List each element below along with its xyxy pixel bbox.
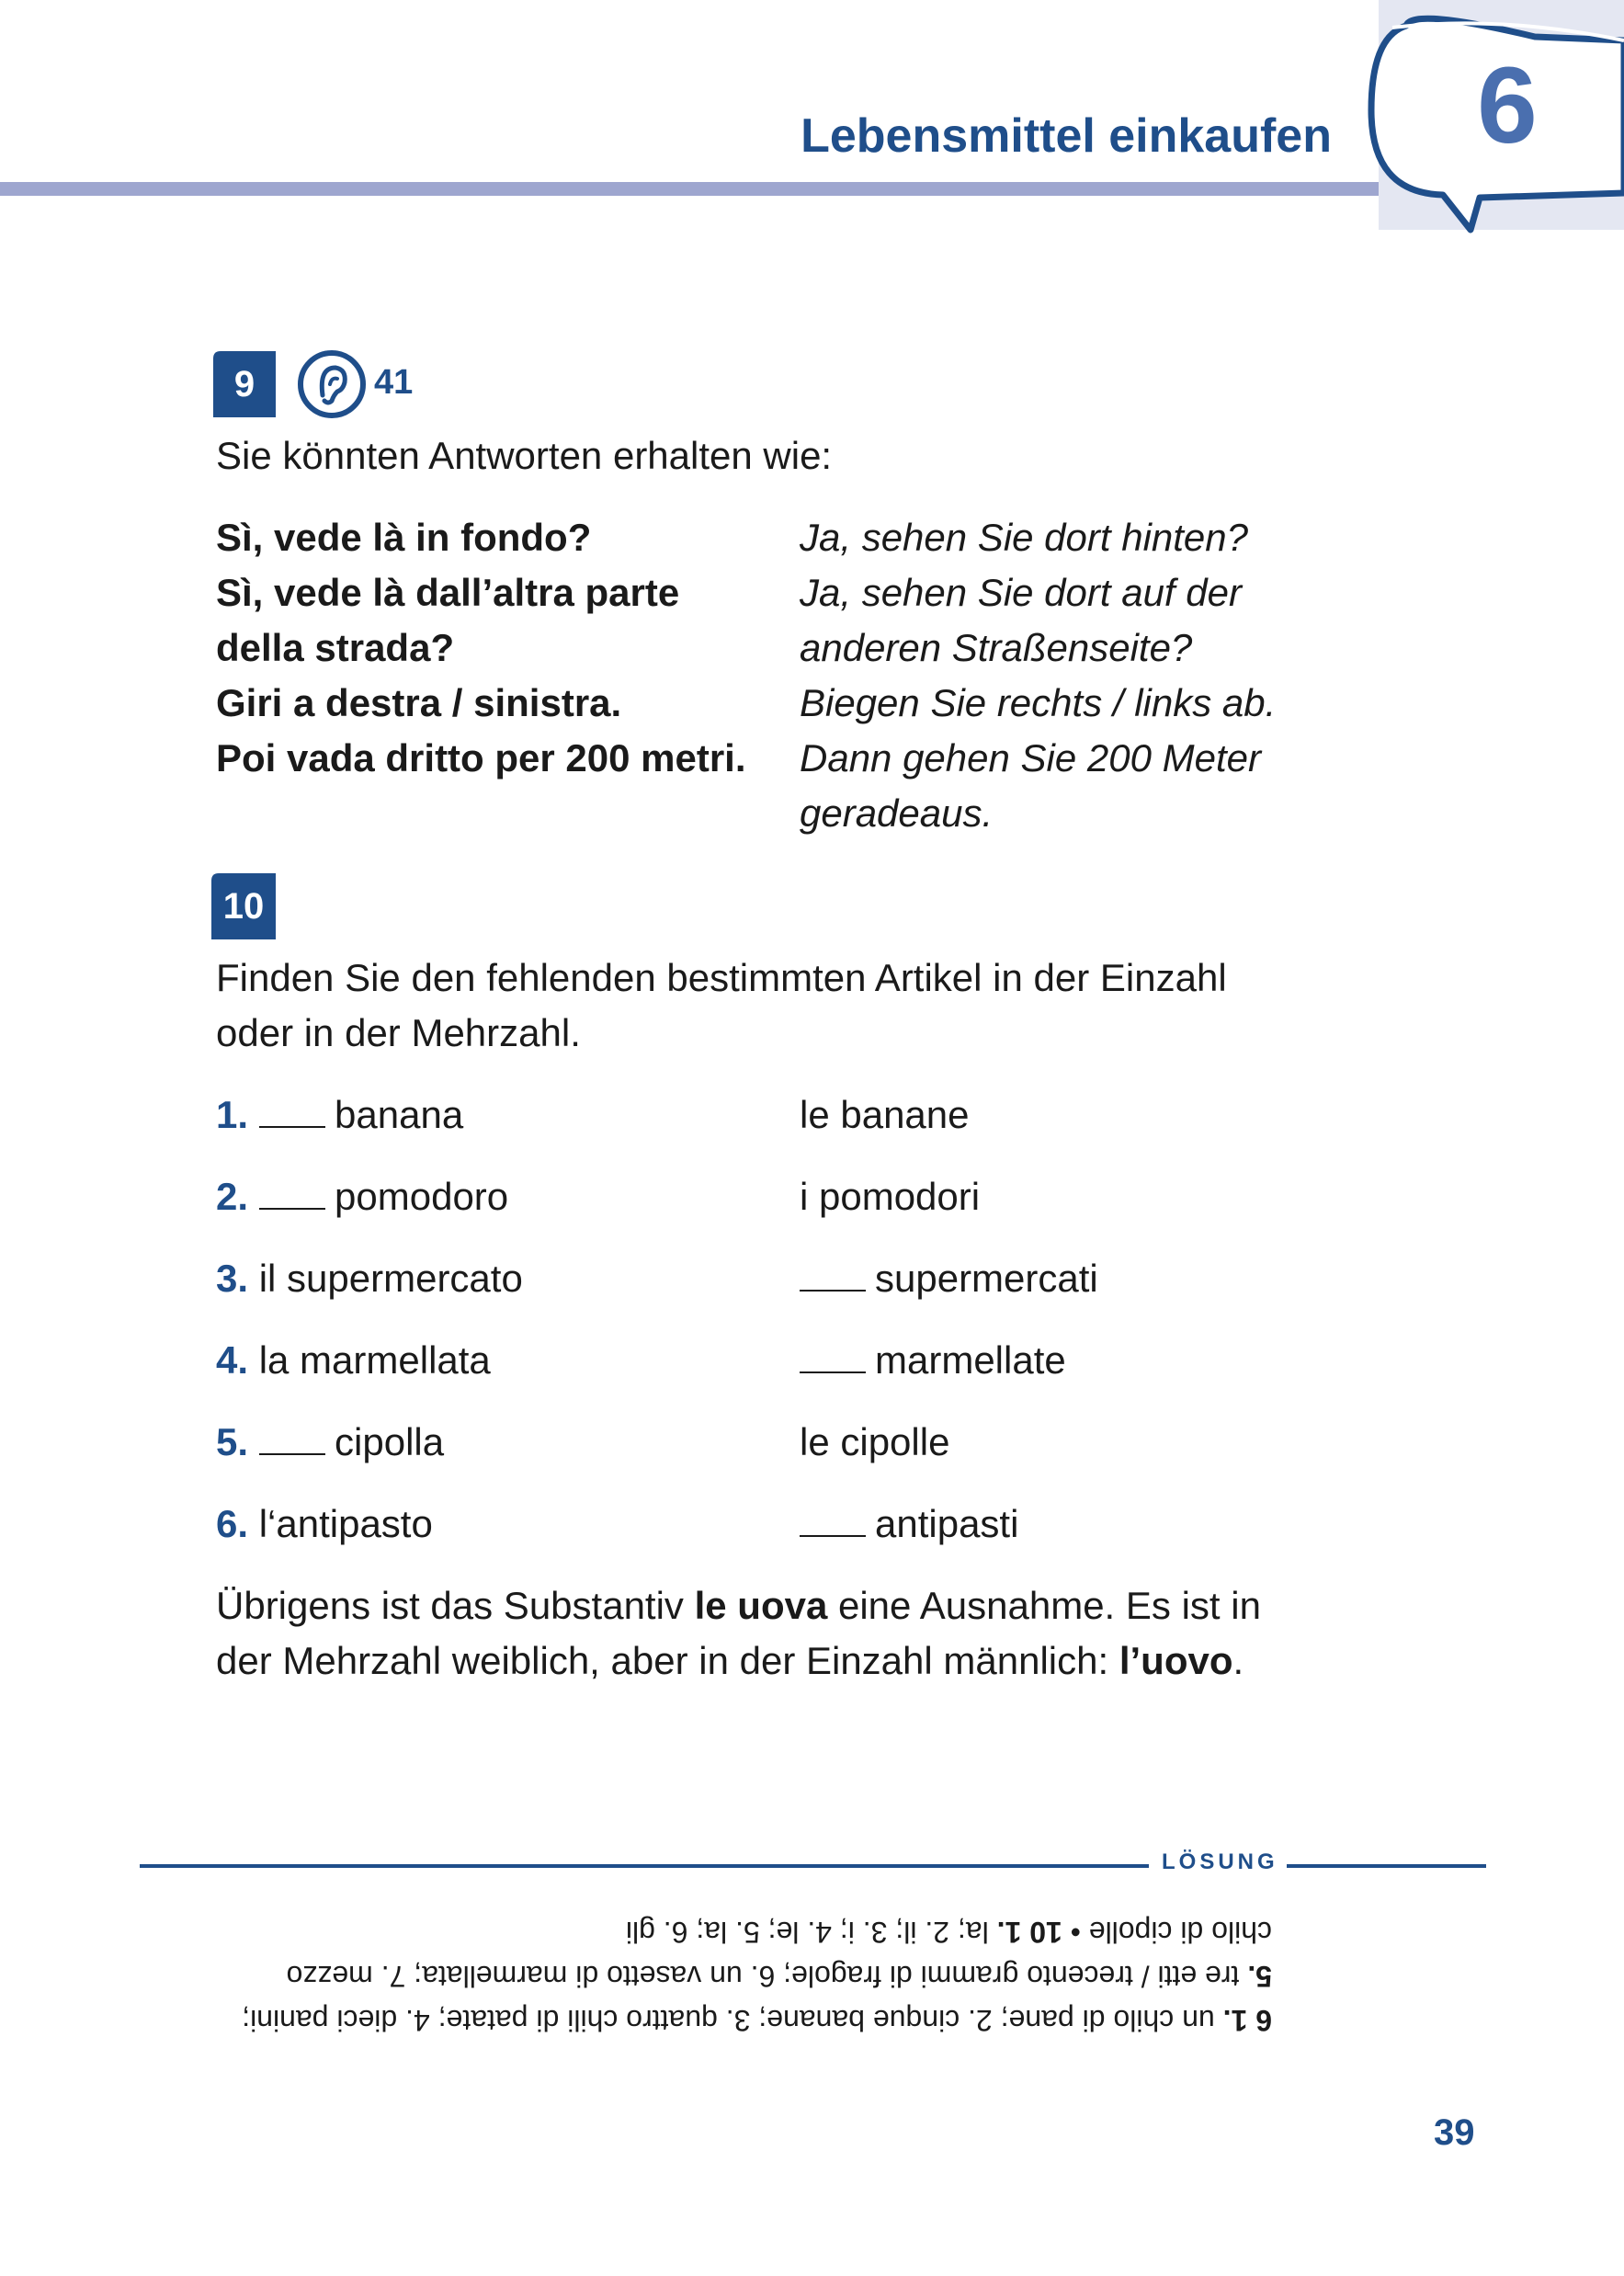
audio-track-number: 41 xyxy=(374,363,414,402)
item-number: 1. xyxy=(216,1093,249,1136)
exercise-item-right: i pomodori xyxy=(800,1175,981,1218)
italian-phrase: della strada? xyxy=(216,626,455,669)
chapter-title: Lebensmittel einkaufen xyxy=(801,109,1332,163)
note-line2: der Mehrzahl weiblich, aber in der Einzahl männlich: l’uovo. xyxy=(216,1639,1244,1682)
item-number: 2. xyxy=(216,1175,249,1218)
answer-blank[interactable] xyxy=(800,1340,866,1373)
answer-blank[interactable] xyxy=(259,1422,325,1455)
german-phrase: anderen Straßenseite? xyxy=(800,626,1193,669)
item-number: 3. xyxy=(216,1257,249,1300)
item-number: 5. xyxy=(216,1420,249,1463)
solution-text-upside-down xyxy=(215,1910,1272,2043)
exercise-item-left xyxy=(216,1087,463,1143)
exercise-item-left xyxy=(216,1169,508,1224)
exercise-badge-9: 9 xyxy=(213,351,276,417)
exercise10-instruction-line1: Finden Sie den fehlenden bestimmten Artikel in der Einzahl xyxy=(216,956,1227,999)
exercise-badge-10: 10 xyxy=(211,873,276,939)
german-phrase: Ja, sehen Sie dort hinten? xyxy=(800,516,1249,559)
german-phrase: Ja, sehen Sie dort auf der xyxy=(800,571,1242,614)
exercise-item-left xyxy=(216,1415,444,1470)
item-word: supermercati xyxy=(875,1257,1098,1300)
german-phrase: Biegen Sie rechts / links ab. xyxy=(800,681,1277,724)
exercise-item-left xyxy=(216,1333,491,1388)
exercise9-intro: Sie könnten Antworten erhalten wie: xyxy=(216,434,833,477)
item-word: pomodoro xyxy=(335,1175,509,1218)
exercise10-instruction-line2: oder in der Mehrzahl. xyxy=(216,1011,581,1054)
german-phrase: Dann gehen Sie 200 Meter xyxy=(800,736,1262,780)
note-highlight: le uova xyxy=(694,1584,828,1627)
solution-line: chilo di cipolle • 10 1. la; 2. il; 3. i; 4. le; 5. la; 6. gli xyxy=(625,1916,1272,1949)
german-phrase: geradeaus. xyxy=(800,791,994,835)
exercise-item-left xyxy=(216,1496,433,1552)
item-word: cipolla xyxy=(335,1420,445,1463)
italian-phrase: Giri a destra / sinistra. xyxy=(216,681,622,724)
exercise-item-right: le banane xyxy=(800,1093,970,1136)
exercise-item-left xyxy=(216,1251,523,1306)
solution-line: 6 1. un chilo di pane; 2. cinque banane; 3. quattro chili di patate; 4. dieci panini; xyxy=(242,2004,1272,2037)
exercise-item-right xyxy=(800,1251,1098,1306)
exercise-item-right xyxy=(800,1333,1066,1388)
item-number: 4. xyxy=(216,1338,249,1382)
audio-ear-icon[interactable] xyxy=(297,349,367,419)
item-word: l‘antipasto xyxy=(258,1502,433,1545)
solution-label: LÖSUNG xyxy=(1162,1849,1278,1874)
answer-blank[interactable] xyxy=(800,1504,866,1537)
note-highlight: l’uovo xyxy=(1119,1639,1233,1682)
italian-phrase: Sì, vede là dall’altra parte xyxy=(216,571,680,614)
solution-divider-right xyxy=(1287,1864,1486,1868)
item-word: il supermercato xyxy=(258,1257,523,1300)
answer-blank[interactable] xyxy=(800,1258,866,1292)
exercise-item-right xyxy=(800,1496,1018,1552)
answer-blank[interactable] xyxy=(259,1177,325,1210)
item-word: marmellate xyxy=(875,1338,1066,1382)
page-number: 39 xyxy=(1434,2112,1475,2153)
italian-phrase: Poi vada dritto per 200 metri. xyxy=(216,736,746,780)
item-word: la marmellata xyxy=(258,1338,491,1382)
item-word: banana xyxy=(335,1093,464,1136)
solution-line: 5. tre etti / trecento grammi di fragole; 6. un vasetto di marmellata; 7. mezzo xyxy=(286,1960,1272,1993)
chapter-number: 6 xyxy=(1477,45,1538,166)
item-number: 6. xyxy=(216,1502,249,1545)
exercise-item-right: le cipolle xyxy=(800,1420,950,1463)
italian-phrase: Sì, vede là in fondo? xyxy=(216,516,592,559)
solution-divider-left xyxy=(140,1864,1149,1868)
answer-blank[interactable] xyxy=(259,1095,325,1128)
item-word: antipasti xyxy=(875,1502,1019,1545)
note-line1: Übrigens ist das Substantiv le uova eine Ausnahme. Es ist in xyxy=(216,1584,1261,1627)
